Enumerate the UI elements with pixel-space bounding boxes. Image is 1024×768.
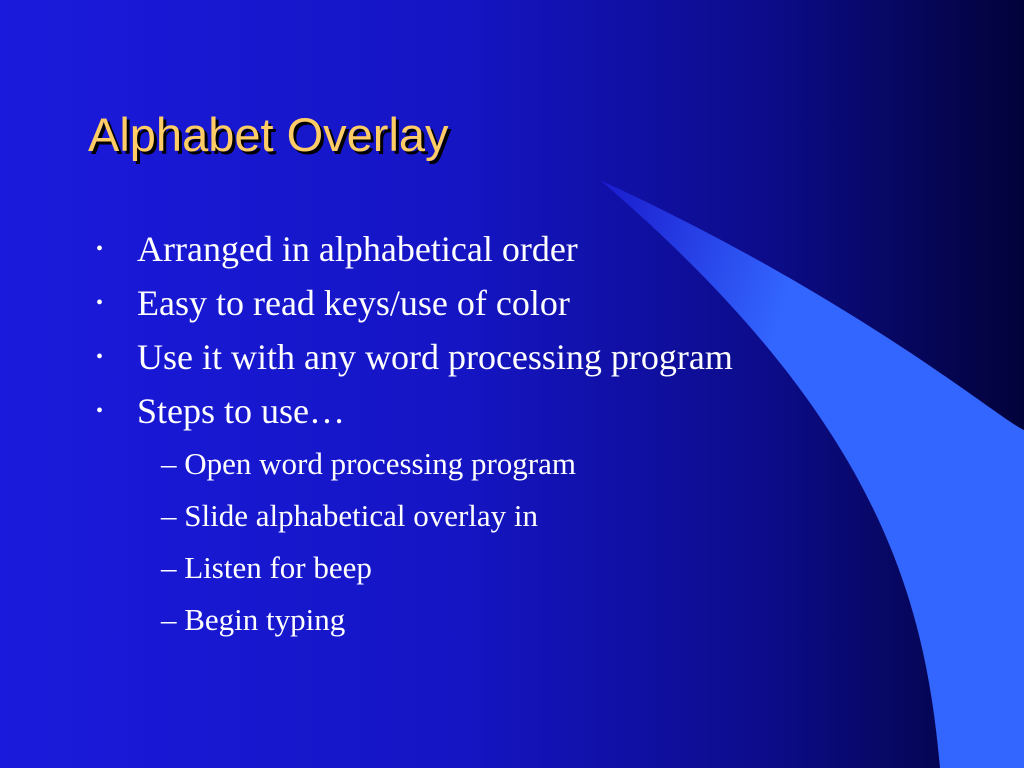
slide-title: Alphabet Overlay <box>88 108 449 161</box>
sub-bullet-text: Slide alphabetical overlay in <box>184 498 539 533</box>
bullet-item <box>96 330 976 384</box>
bullet-text: Use it with any word processing program <box>137 337 733 377</box>
sub-bullet-item <box>161 438 976 490</box>
sub-bullet-text: Open word processing program <box>184 446 576 481</box>
bullet-item <box>96 384 976 438</box>
sub-bullet-list <box>96 438 976 646</box>
sub-bullet-text: Listen for beep <box>184 550 372 585</box>
bullet-text: Arranged in alphabetical order <box>137 229 578 269</box>
bullet-item <box>96 222 976 276</box>
bullet-text: Steps to use… <box>137 391 346 431</box>
bullet-item <box>96 276 976 330</box>
bullet-dot-icon: • <box>96 238 104 260</box>
dash-icon: – <box>161 498 177 533</box>
bullet-dot-icon: • <box>96 400 104 422</box>
sub-bullet-item <box>161 542 976 594</box>
dash-icon: – <box>161 446 177 481</box>
dash-icon: – <box>161 550 177 585</box>
slide-body <box>96 222 976 646</box>
dash-icon: – <box>161 602 177 637</box>
sub-bullet-item <box>161 490 976 542</box>
bullet-text: Easy to read keys/use of color <box>137 283 570 323</box>
sub-bullet-item <box>161 594 976 646</box>
bullet-dot-icon: • <box>96 292 104 314</box>
bullet-dot-icon: • <box>96 346 104 368</box>
bullet-list <box>96 222 976 438</box>
sub-bullet-text: Begin typing <box>184 602 346 637</box>
